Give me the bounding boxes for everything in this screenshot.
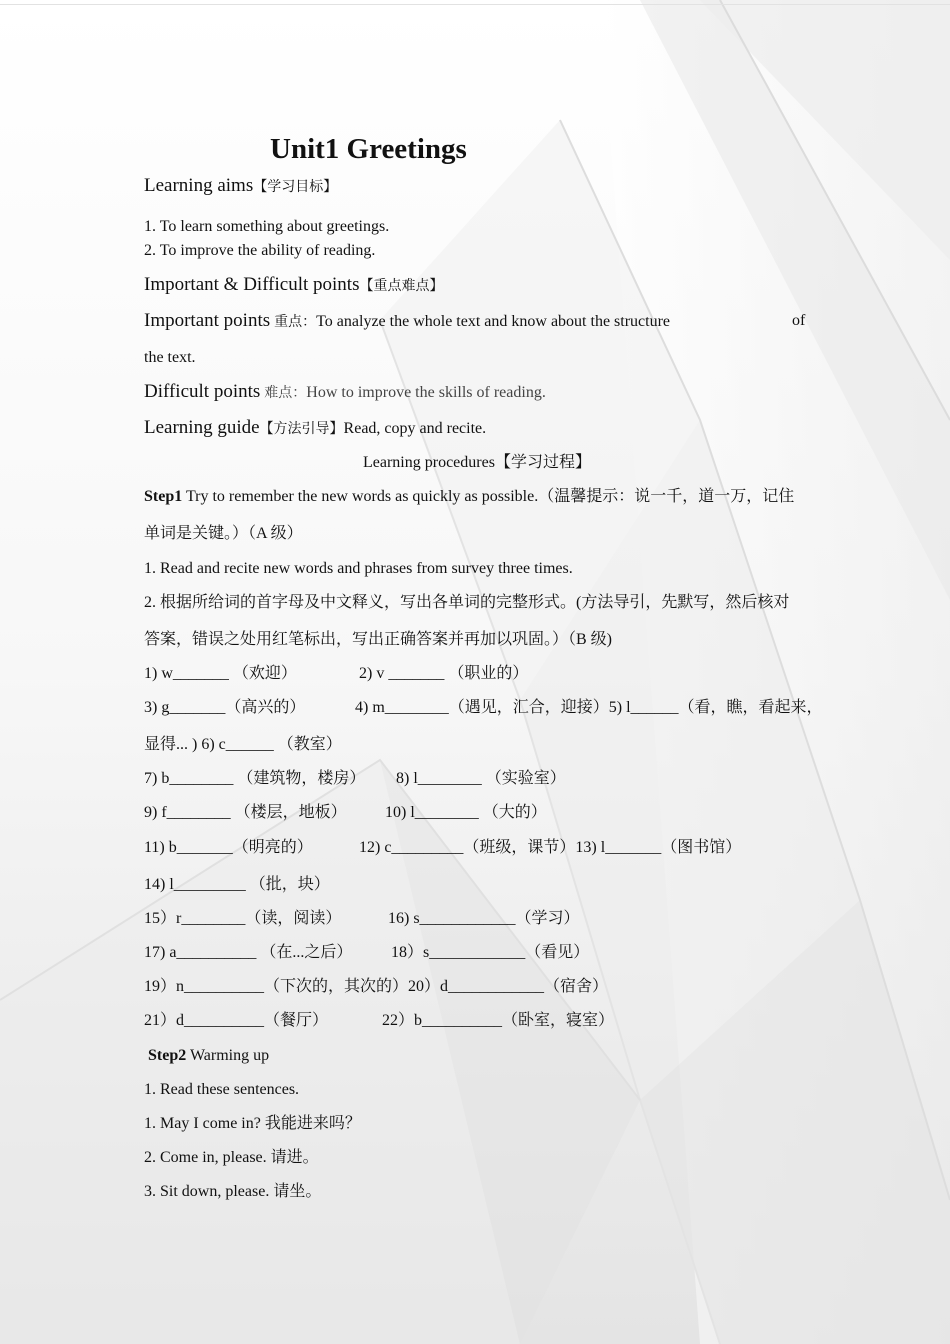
learning-aims-heading [144, 176, 337, 198]
step2-sentence-3: 3. Sit down, please. 请坐。 [144, 1183, 322, 1200]
page-title: Unit1 Greetings [270, 133, 467, 165]
important-label: Important points [144, 310, 271, 331]
blank-9: 9) f________ （楼层，地板） [144, 804, 347, 821]
blank-22: 22）b__________（卧室，寝室） [382, 1012, 615, 1029]
blank-10: 10) l________ （大的） [385, 804, 547, 821]
guide-label: Learning guide [144, 417, 260, 438]
blank-7: 7) b________ （建筑物，楼房） [144, 770, 366, 787]
blank-12-13: 12) c_________（班级，课节）13) l_______（图书馆） [359, 839, 742, 856]
aim-item-1: 1. To learn something about greetings. [144, 218, 390, 235]
page-top-rule [0, 4, 950, 5]
blank-11: 11) b_______（明亮的） [144, 839, 313, 856]
difficult-points [144, 382, 546, 404]
points-heading [144, 275, 444, 297]
step2-text: Warming up [186, 1047, 270, 1064]
guide-text: Read, copy and recite. [343, 420, 487, 437]
difficult-label: Difficult points [144, 381, 261, 402]
important-continued: the text. [144, 349, 196, 366]
important-points [144, 311, 808, 333]
learning-guide [144, 418, 486, 440]
blank-17: 17) a__________ （在...之后） [144, 944, 353, 961]
learning-aims-label: Learning aims [144, 175, 254, 196]
blank-1: 1) w_______ （欢迎） [144, 665, 297, 682]
step2-sentence-1: 1. May I come in? 我能进来吗？ [144, 1115, 361, 1132]
points-tag: 【重点难点】 [359, 279, 444, 294]
learning-aims-tag: 【学习目标】 [253, 180, 338, 195]
step2-line [148, 1046, 269, 1066]
important-text: To analyze the whole text and know about the structure [316, 313, 671, 330]
blank-2: 2) v _______ （职业的） [359, 665, 529, 682]
guide-tag: 【方法引导】 [259, 422, 344, 437]
blank-15: 15）r________（读，阅读） [144, 910, 342, 927]
blank-18: 18）s____________（看见） [391, 944, 590, 961]
difficult-text: How to improve the skills of reading. [306, 384, 546, 401]
step1-text-continued: 单词是关键。）（A 级） [144, 525, 303, 542]
important-tag: 重点： [274, 315, 317, 330]
blank-row-9: 19）n__________（下次的，其次的）20）d____________（宿舍） [144, 978, 609, 995]
blank-3: 3) g_______（高兴的） [144, 699, 306, 716]
blank-row-2b: 显得... ) 6) c______ （教室） [144, 736, 342, 753]
points-label: Important & Difficult points [144, 274, 360, 295]
procedures-heading: Learning procedures【学习过程】 [363, 454, 591, 471]
step2-label: Step2 [148, 1047, 187, 1064]
blank-4-5: 4) m________（遇见，汇合，迎接）5) l______（看，瞧，看起来， [355, 699, 823, 716]
step1-item-1: 1. Read and recite new words and phrases from survey three times. [144, 560, 573, 577]
blank-8: 8) l________ （实验室） [396, 770, 566, 787]
aim-item-2: 2. To improve the ability of reading. [144, 242, 376, 259]
step1-text: Try to remember the new words as quickly as possible.（温馨提示：说一千，道一万，记住 [182, 488, 795, 505]
step1-item-2-continued: 答案，错误之处用红笔标出，写出正确答案并再加以巩固。）（B 级) [144, 631, 613, 648]
step2-sentence-2: 2. Come in, please. 请进。 [144, 1149, 319, 1166]
difficult-tag: 难点： [264, 386, 307, 401]
step1-label: Step1 [144, 488, 183, 505]
step1-item-2: 2. 根据所给词的首字母及中文释义，写出各单词的完整形式。(方法导引，先默写，然后核对 [144, 594, 790, 611]
step2-item-1: 1. Read these sentences. [144, 1081, 300, 1098]
blank-21: 21）d__________（餐厅） [144, 1012, 329, 1029]
blank-16: 16) s____________（学习） [388, 910, 580, 927]
step1-line [144, 487, 794, 507]
blank-row-6: 14) l_________ （批，块） [144, 876, 330, 893]
important-of: of [792, 312, 806, 329]
